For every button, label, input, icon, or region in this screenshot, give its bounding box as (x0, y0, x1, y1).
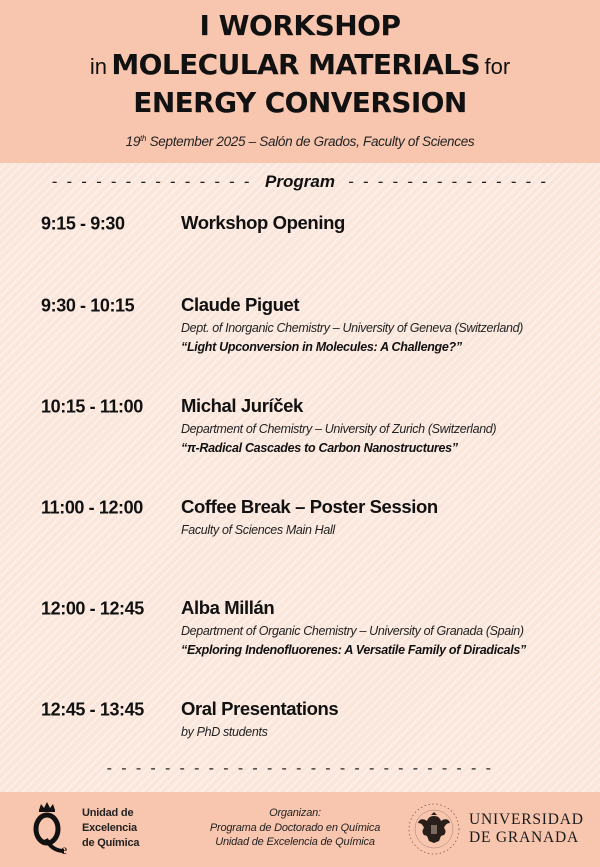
speaker-name: Claude Piguet (181, 294, 300, 315)
speaker-name: Alba Millán (181, 597, 275, 618)
item-title: Coffee Break – Poster Session (181, 496, 438, 517)
talk-title: “π-Radical Cascades to Carbon Nanostructures” (181, 441, 458, 455)
item-time: 10:15 - 11:00 (41, 395, 143, 417)
item-content (181, 597, 581, 658)
svg-text:e: e (61, 843, 68, 857)
qe-unit-name (82, 806, 139, 851)
organizer-excellence-unit: Unidad de Excelencia de Química (215, 836, 375, 848)
item-location: Faculty of Sciences Main Hall (181, 523, 335, 537)
title-line-3: ENERGY CONVERSION (133, 86, 467, 119)
item-title: Oral Presentations (181, 698, 339, 719)
item-time: 12:45 - 13:45 (41, 698, 144, 720)
dashes-right: - - - - - - - - - - - - - - (348, 172, 549, 191)
item-content (181, 212, 581, 234)
item-content (181, 395, 581, 456)
title-main: MOLECULAR MATERIALS (111, 48, 481, 81)
date-venue: September 2025 – Salón de Grados, Faculty of Sciences (146, 134, 475, 149)
item-time: 12:00 - 12:45 (41, 597, 144, 619)
title-suffix: for (484, 54, 511, 79)
program-section (0, 163, 600, 792)
speaker-affiliation: Department of Chemistry – University of Zurich (Switzerland) (181, 422, 497, 436)
poster-footer (0, 792, 600, 867)
title-prefix: in (89, 54, 107, 79)
talk-title: “Exploring Indenofluorenes: A Versatile Family of Diradicals” (181, 643, 526, 657)
title-line-2 (0, 47, 600, 88)
program-label: Program (265, 172, 335, 191)
bottom-divider: - - - - - - - - - - - - - - - - - - - - - - - - - - - (106, 760, 494, 777)
speaker-affiliation: Department of Organic Chemistry – University of Granada (Spain) (181, 624, 524, 638)
program-heading (0, 171, 600, 193)
university-seal-icon (407, 802, 461, 856)
university-name-line-2: DE GRANADA (469, 829, 580, 846)
organizers-block (190, 806, 400, 850)
item-content (181, 698, 581, 740)
item-subtitle: by PhD students (181, 725, 268, 739)
date-suffix: th (140, 134, 147, 143)
dashes-left: - - - - - - - - - - - - - - (51, 172, 252, 191)
title-line-1: I WORKSHOP (199, 9, 401, 42)
item-time: 11:00 - 12:00 (41, 496, 143, 518)
item-time: 9:15 - 9:30 (41, 212, 125, 234)
university-name-line-1: UNIVERSIDAD (469, 811, 584, 828)
qe-line-1: Unidad de (82, 807, 134, 819)
speaker-name: Michal Juríček (181, 395, 303, 416)
date-day: 19 (125, 134, 141, 149)
organizers-label: Organizan: (269, 807, 321, 819)
speaker-affiliation: Dept. of Inorganic Chemistry – University of Geneva (Switzerland) (181, 321, 523, 335)
item-content (181, 294, 581, 355)
item-title: Workshop Opening (181, 212, 345, 233)
qe-line-2: Excelencia (82, 822, 137, 834)
item-time: 9:30 - 10:15 (41, 294, 135, 316)
event-date-venue (0, 134, 600, 149)
item-content (181, 496, 581, 538)
talk-title: “Light Upconversion in Molecules: A Challenge?” (181, 340, 462, 354)
organizer-doctorate-program: Programa de Doctorado en Química (209, 821, 381, 834)
university-name (469, 811, 584, 847)
qe-line-3: de Química (82, 837, 140, 849)
qe-logo-icon (32, 801, 74, 857)
poster-header (0, 0, 600, 163)
